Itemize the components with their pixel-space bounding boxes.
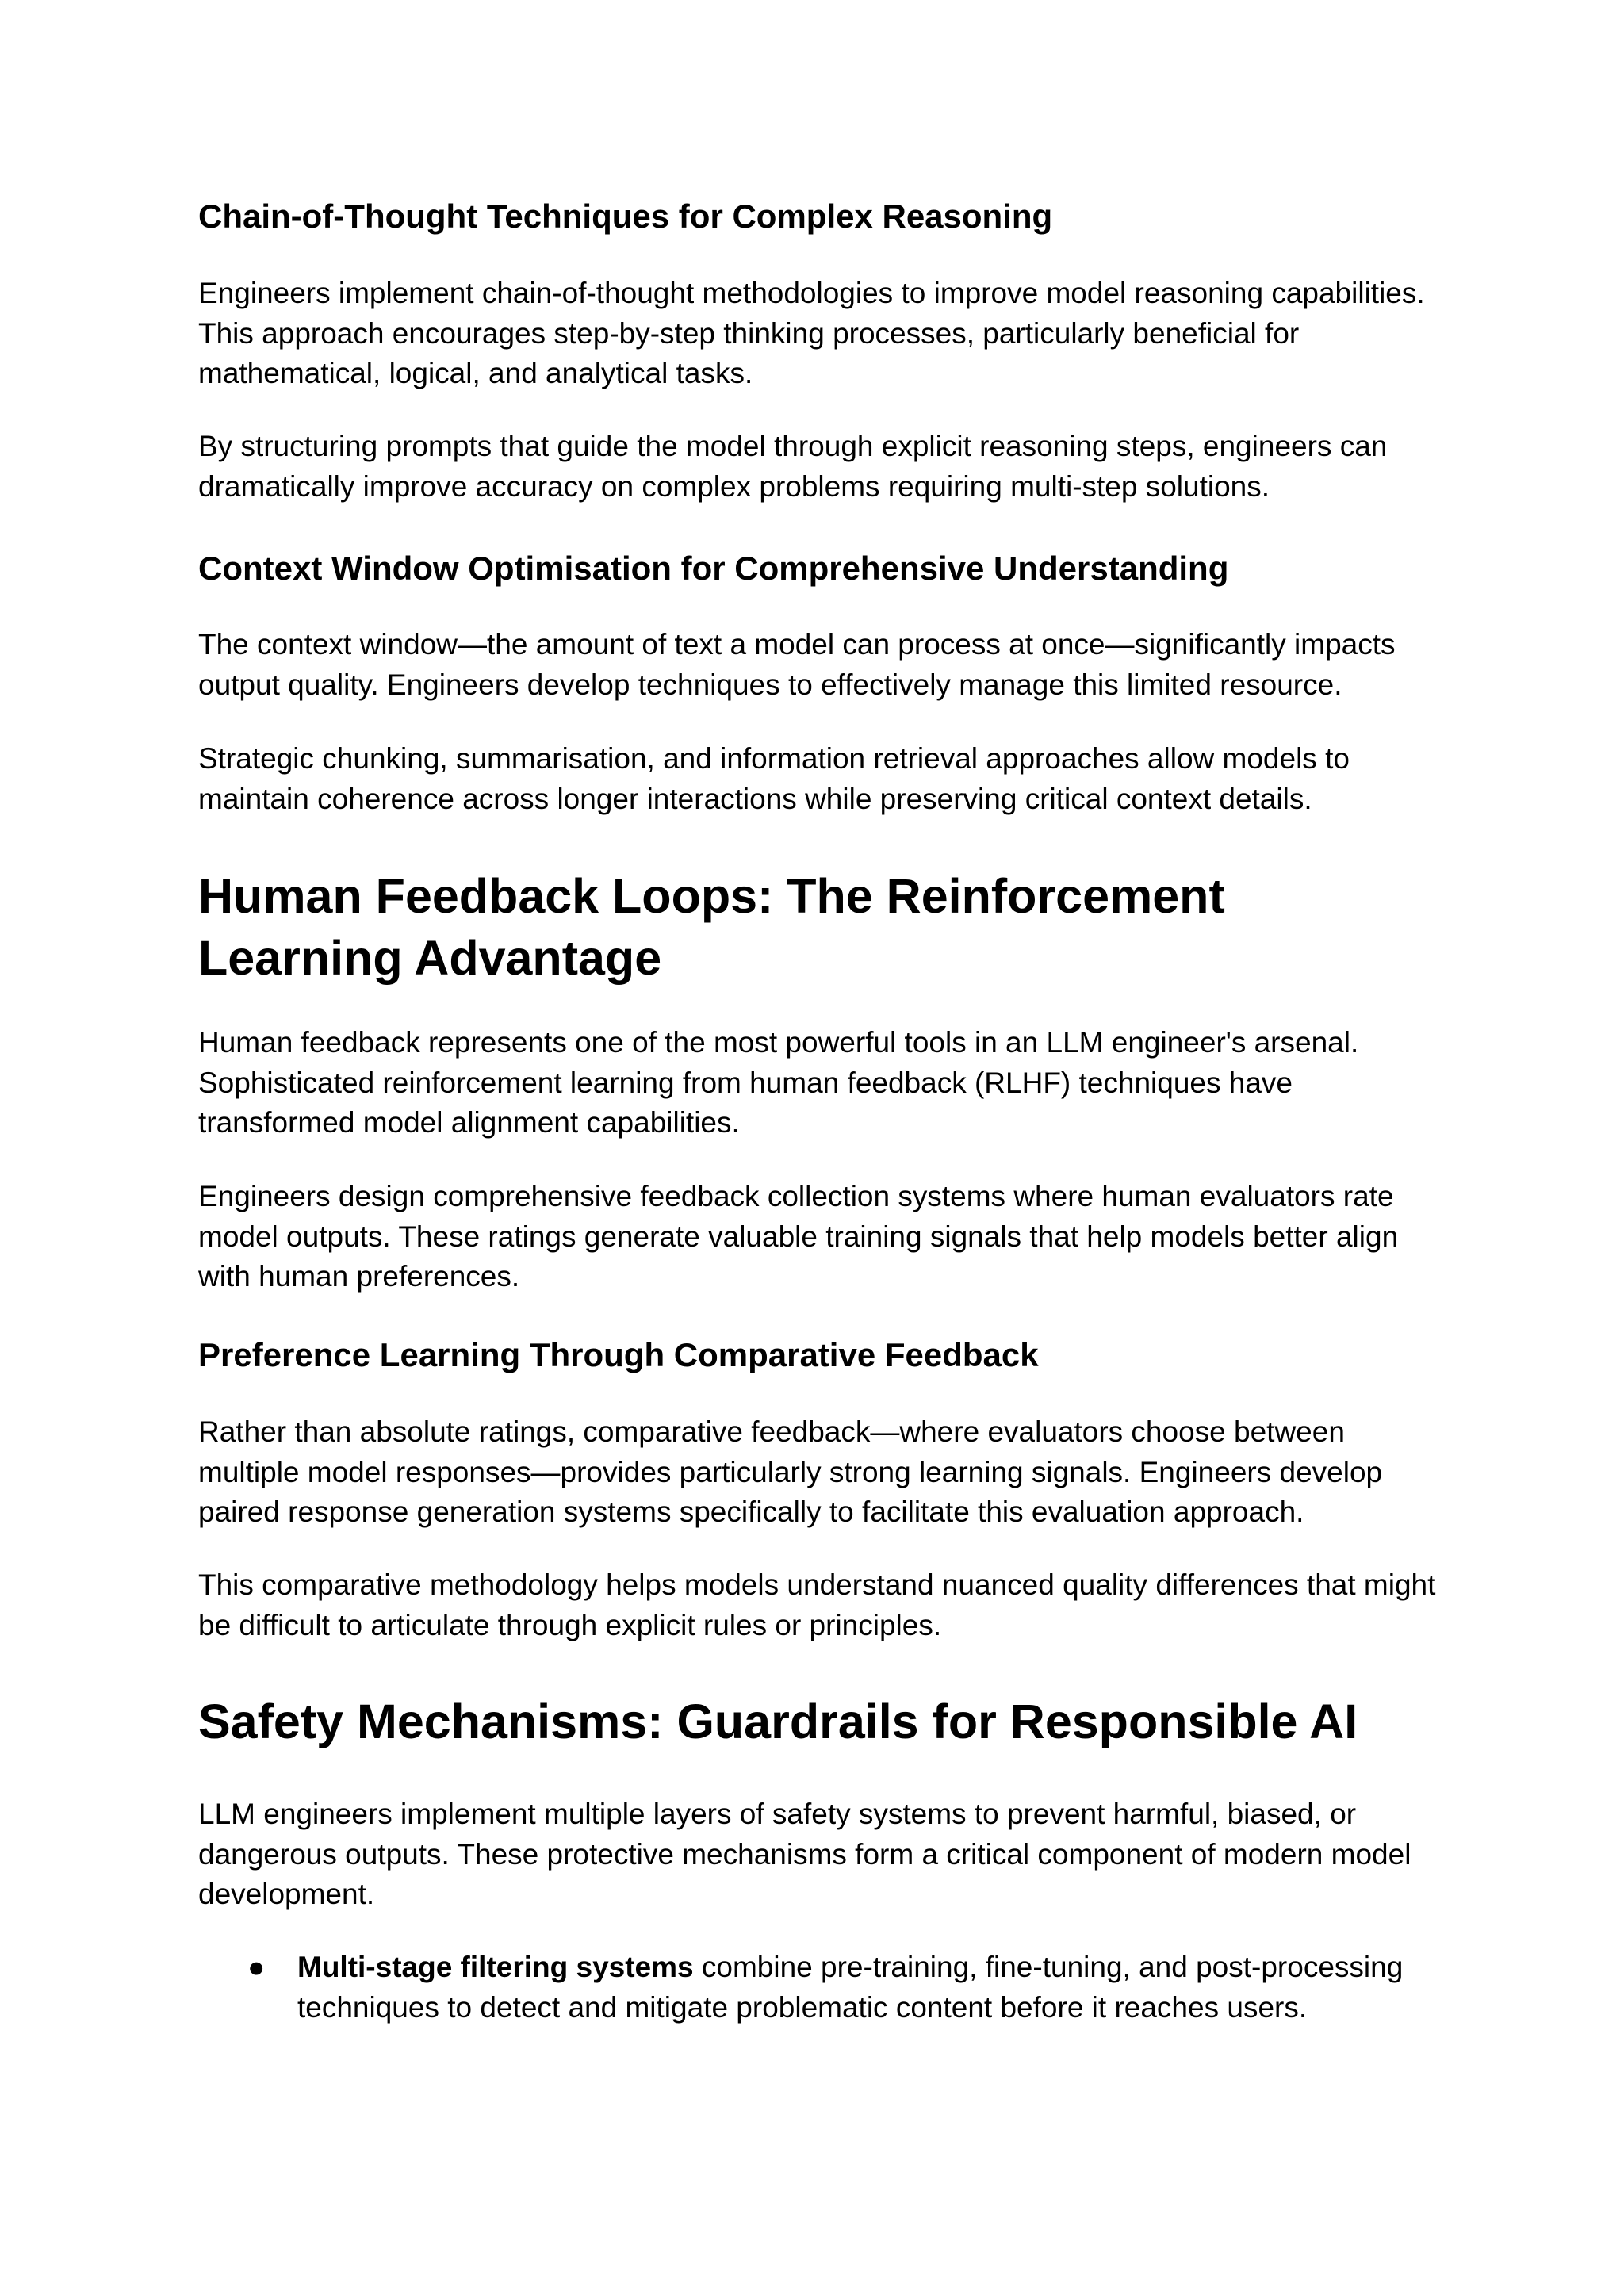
paragraph-human-feedback-2: Engineers design comprehensive feedback collection systems where human evaluators rate model outputs. These ratings generate valuable training signals that help models better align with human preferences. <box>198 1180 1399 1293</box>
bullet-description: combine pre-training, fine-tuning, and post-processing techniques to detect and mitigate problematic content before it reaches users. <box>297 1951 1404 2024</box>
paragraph-context-2: Strategic chunking, summarisation, and information retrieval approaches allow models to maintain coherence across longer interactions while preserving critical context details. <box>198 742 1350 815</box>
heading-human-feedback: Human Feedback Loops: The Reinforcement Learning Advantage <box>198 869 1225 985</box>
heading-safety-mechanisms: Safety Mechanisms: Guardrails for Responsible AI <box>198 1695 1358 1748</box>
bullet-bold-term: Multi-stage filtering systems <box>297 1951 694 1983</box>
bullet-text <box>297 1947 1455 2028</box>
heading-context-window: Context Window Optimisation for Comprehensive Understanding <box>198 550 1229 587</box>
paragraph-cot-1: Engineers implement chain-of-thought methodologies to improve model reasoning capabilities. This approach encourages step-by-step thinking processes, particularly beneficial for mathematical, logical, and analytical tasks. <box>198 277 1425 389</box>
paragraph-cot-2: By structuring prompts that guide the model through explicit reasoning steps, engineers can dramatically improve accuracy on complex problems requiring multi-step solutions. <box>198 430 1388 503</box>
heading-chain-of-thought: Chain-of-Thought Techniques for Complex Reasoning <box>198 197 1053 235</box>
paragraph-preference-1: Rather than absolute ratings, comparative feedback—where evaluators choose between multiple model responses—provides particularly strong learning signals. Engineers develop paired response generation systems specifically to facilitate this evaluation approach. <box>198 1415 1383 1528</box>
paragraph-safety-1: LLM engineers implement multiple layers of safety systems to prevent harmful, biased, or dangerous outputs. These protective mechanisms form a critical component of modern model development. <box>198 1798 1411 1910</box>
paragraph-preference-2: This comparative methodology helps models understand nuanced quality differences that might be difficult to articulate through explicit rules or principles. <box>198 1568 1436 1641</box>
paragraph-human-feedback-1: Human feedback represents one of the most powerful tools in an LLM engineer's arsenal. Sophisticated reinforcement learning from human feedback (RLHF) techniques have transformed model alignment capabilities. <box>198 1026 1359 1139</box>
heading-preference-learning: Preference Learning Through Comparative Feedback <box>198 1336 1039 1373</box>
paragraph-context-1: The context window—the amount of text a model can process at once—significantly impacts output quality. Engineers develop techniques to effectively manage this limited resource. <box>198 628 1396 701</box>
bullet-icon: ● <box>247 1951 266 1983</box>
